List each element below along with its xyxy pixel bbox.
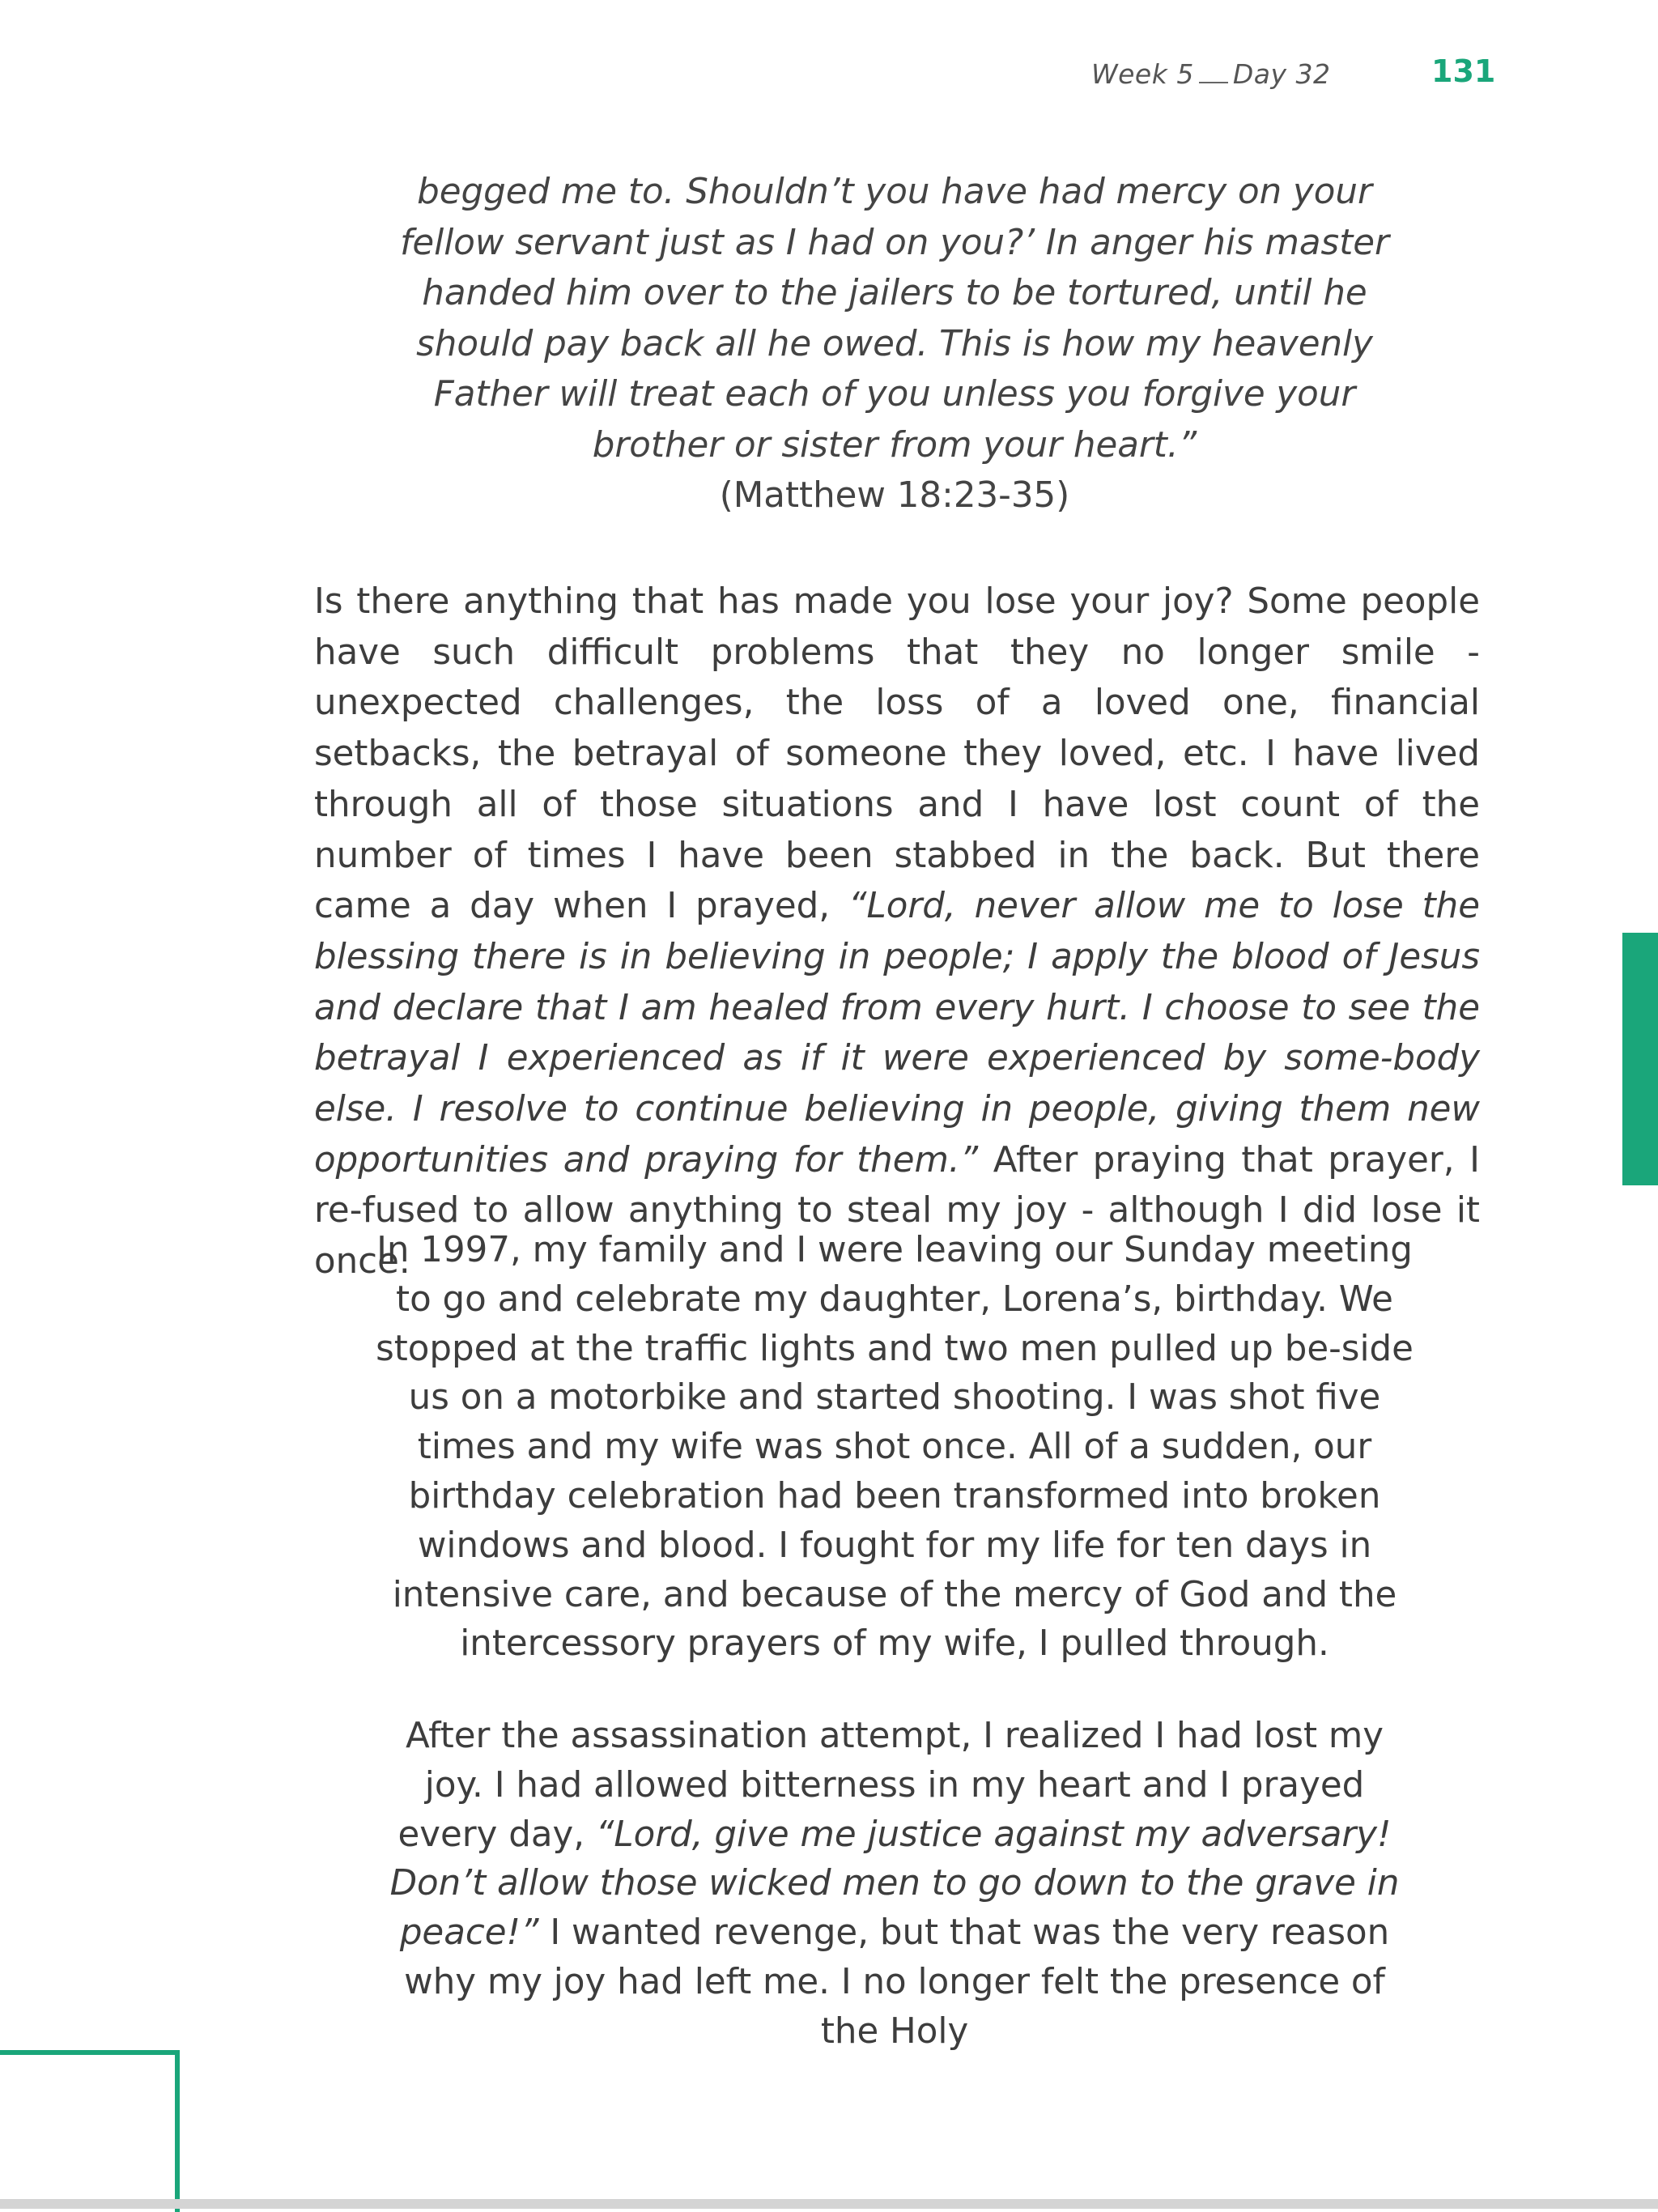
scripture-quote bbox=[356, 167, 1433, 521]
story-2-start-text: After the assassination attempt, I realized I had lost my joy. I had allowed bitterness in my heart and I prayed every day, bbox=[397, 1716, 1384, 1855]
story-paragraph-2 bbox=[372, 1712, 1417, 2057]
body-outro-text: After praying that prayer, I re-fused to allow anything to steal my joy - although I did lose it once. bbox=[314, 1139, 1480, 1283]
week-label: Week 5 bbox=[1091, 58, 1194, 90]
bottom-edge-strip bbox=[0, 2199, 1658, 2209]
page-header bbox=[0, 53, 1658, 99]
story-2-end-text: I wanted revenge, but that was the very reason why my joy had left me. I no longer felt the presence of the Holy bbox=[404, 1912, 1390, 2052]
page-number: 131 bbox=[1431, 53, 1496, 89]
quote-line: fellow servant just as I had on you?’ In anger his master bbox=[400, 222, 1389, 263]
running-head-separator bbox=[1199, 64, 1228, 83]
story-2-prayer-text: “Lord, give me justice against my adversary! Don’t allow those wicked men to go down to the grave in peace!” bbox=[389, 1814, 1400, 1954]
corner-frame-decoration bbox=[0, 2050, 180, 2212]
chapter-side-tab bbox=[1622, 933, 1658, 1185]
day-label: Day 32 bbox=[1232, 58, 1331, 90]
quote-line: Father will treat each of you unless you forgive your bbox=[433, 374, 1356, 415]
body-prayer-text: “Lord, never allow me to lose the blessing there is in believing in people; I apply the blood of Jesus and declare that I am healed from every hurt. I choose to see the betrayal I experienced as if it were experienced by some-body else. I resolve to continue believing in people, giving them new opportunities and praying for them.” bbox=[314, 886, 1480, 1180]
quote-line: brother or sister from your heart.” bbox=[592, 424, 1197, 466]
scripture-citation: (Matthew 18:23-35) bbox=[719, 475, 1070, 516]
quote-line: begged me to. Shouldn’t you have had mercy on your bbox=[417, 172, 1372, 212]
body-intro-text: Is there anything that has made you lose your joy? Some people have such difficult problems that they no longer smile - unexpected challenges, the loss of a loved one, financial setbacks, the betrayal of someone they loved, etc. I have lived through all of those situations and I have lost count of the number of times I have been stabbed in the back. But there came a day when I prayed, bbox=[314, 581, 1480, 927]
running-head bbox=[1091, 58, 1331, 90]
story-paragraph-1: In 1997, my family and I were leaving our Sunday meeting to go and celebrate my daughter, Lorena’s, birthday. We stopped at the traffic lights and two men pulled up be-side us on a motorbike and started shooting. I was shot five times and my wife was shot once. All of a sudden, our birthday celebration had been transformed into broken windows and blood. I fought for my life for ten days in intensive care, and because of the mercy of God and the intercessory prayers of my wife, I pulled through. bbox=[376, 1230, 1414, 1665]
quote-line: handed him over to the jailers to be tortured, until he bbox=[422, 273, 1367, 313]
quote-line: should pay back all he owed. This is how my heavenly bbox=[416, 323, 1373, 364]
body-paragraph bbox=[314, 576, 1480, 1287]
